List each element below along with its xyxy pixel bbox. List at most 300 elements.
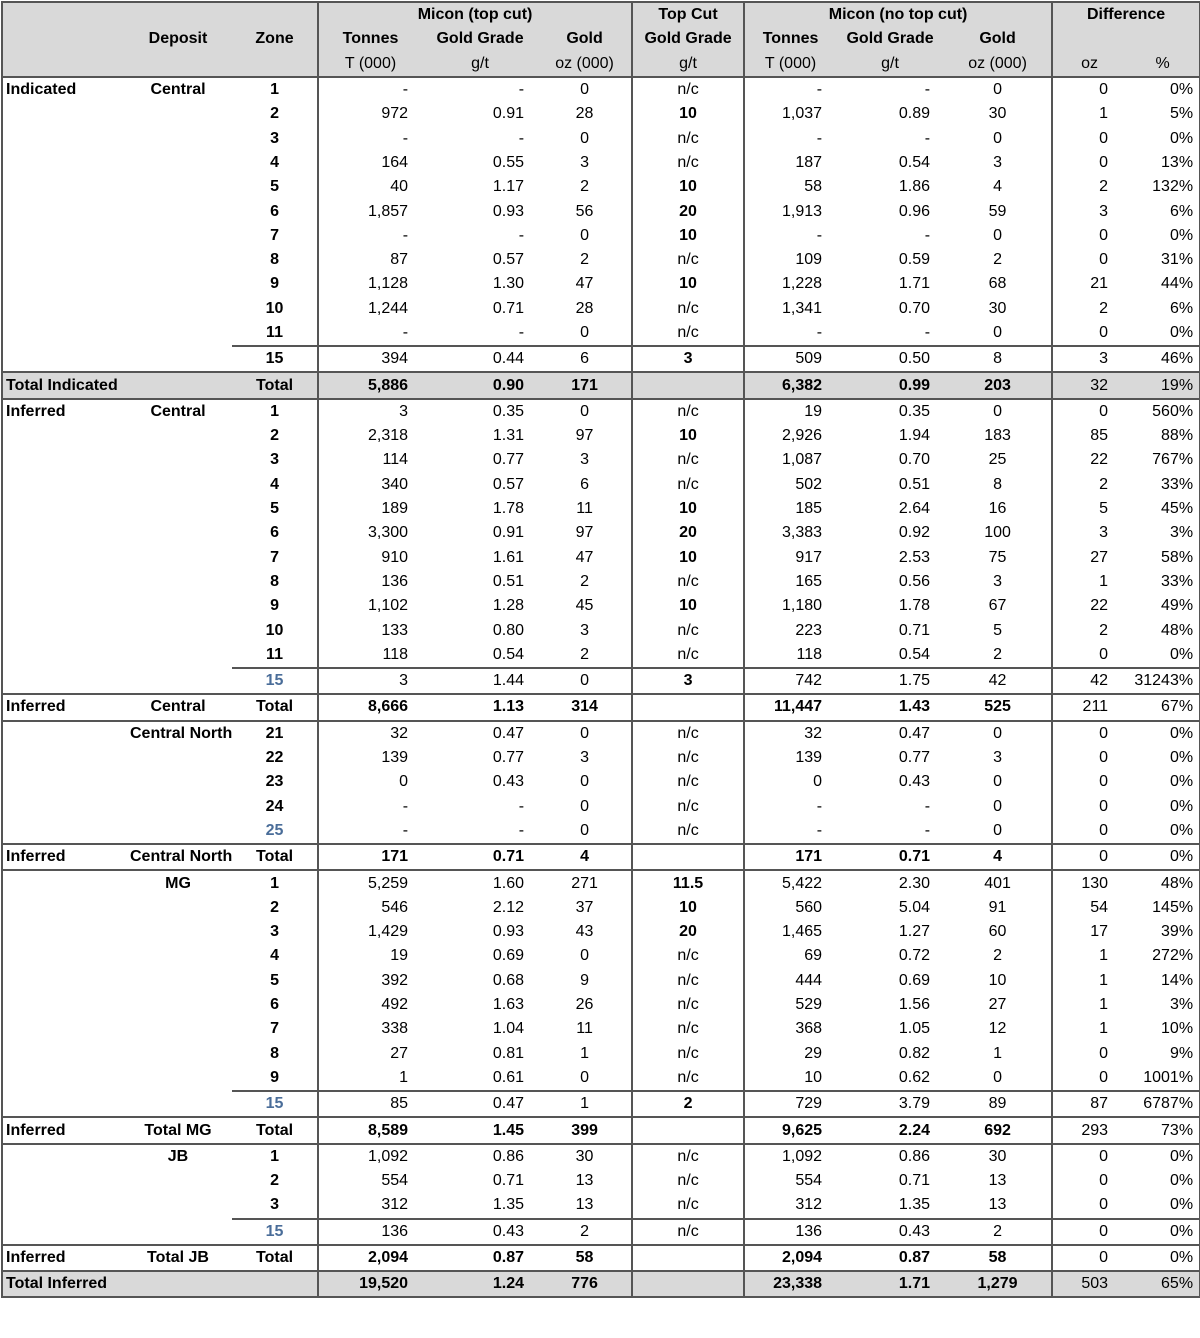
cell-gold-topcut: 0 bbox=[580, 324, 589, 341]
cell-zone: Total bbox=[232, 1245, 318, 1271]
cell-gold-topcut: 30 bbox=[538, 1144, 632, 1169]
cell-tonnes-topcut: 118 bbox=[382, 645, 409, 663]
cell-category bbox=[2, 497, 124, 521]
cell-diff-pct: 33% bbox=[1126, 570, 1200, 594]
cell-tonnes-notopcut: 23,338 bbox=[744, 1271, 836, 1297]
cell-tonnes-topcut: 340 bbox=[381, 475, 409, 493]
cell-zone: 22 bbox=[232, 746, 318, 770]
cell-tonnes-topcut: 27 bbox=[390, 1044, 409, 1062]
cell-topcut-grade: 10 bbox=[632, 424, 744, 448]
cell-diff-pct: 13% bbox=[1126, 151, 1200, 175]
cell-deposit bbox=[124, 372, 232, 398]
header-row-columns bbox=[2, 27, 1200, 51]
cell-grade-notopcut: 0.47 bbox=[836, 721, 944, 746]
cell-deposit bbox=[124, 795, 232, 819]
cell-gold-notopcut: 2 bbox=[944, 248, 1052, 272]
cell-diff-oz: 0 bbox=[1099, 129, 1109, 147]
cell-deposit bbox=[124, 570, 232, 594]
cell-gold-topcut: 45 bbox=[575, 597, 594, 615]
cell-grade-topcut: 1.44 bbox=[422, 668, 538, 694]
cell-tonnes-topcut: - bbox=[318, 77, 422, 102]
cell-grade-notopcut: 0.43 bbox=[898, 773, 931, 791]
cell-category: Inferred bbox=[2, 1117, 124, 1143]
cell-zone: 8 bbox=[232, 1041, 318, 1065]
cell-diff-pct: 0% bbox=[1126, 1193, 1200, 1218]
cell-tonnes-notopcut: 58 bbox=[804, 178, 823, 196]
cell-category: Indicated bbox=[2, 77, 124, 102]
cell-diff-oz: 2 bbox=[1099, 299, 1109, 317]
cell-grade-notopcut: 1.35 bbox=[898, 1196, 931, 1214]
cell-diff-oz: 0 bbox=[1099, 749, 1109, 767]
cell-gold-notopcut: 67 bbox=[944, 594, 1052, 618]
cell-gold-notopcut: 0 bbox=[944, 321, 1052, 346]
cell-diff-oz: 1 bbox=[1099, 947, 1109, 965]
cell-tonnes-notopcut: - bbox=[816, 324, 823, 341]
cell-tonnes-topcut: - bbox=[402, 129, 409, 147]
cell-tonnes-topcut: 164 bbox=[381, 153, 409, 171]
cell-diff-oz: 54 bbox=[1090, 898, 1109, 916]
total-row bbox=[2, 1245, 1200, 1271]
cell-grade-notopcut: 0.86 bbox=[836, 1144, 944, 1169]
cell-deposit: Central North bbox=[124, 844, 232, 870]
cell-tonnes-topcut: - bbox=[402, 324, 409, 341]
cell-tonnes-notopcut: 444 bbox=[795, 971, 823, 989]
cell-zone: 15 bbox=[232, 346, 318, 372]
cell-tonnes-topcut: - bbox=[402, 797, 409, 815]
cell-tonnes-notopcut: 11,447 bbox=[744, 694, 836, 720]
cell-topcut-grade: n/c bbox=[632, 1193, 744, 1218]
cell-zone: 2 bbox=[232, 102, 318, 126]
cell-tonnes-notopcut: - bbox=[816, 797, 823, 815]
table-row bbox=[2, 1169, 1200, 1193]
cell-category: Total Indicated bbox=[2, 372, 124, 398]
cell-grade-notopcut: 2.30 bbox=[836, 870, 944, 895]
cell-category bbox=[2, 224, 124, 248]
cell-topcut-grade: n/c bbox=[632, 1169, 744, 1193]
unit-grade-2: g/t bbox=[836, 52, 944, 77]
cell-category bbox=[2, 570, 124, 594]
cell-gold-notopcut: 16 bbox=[944, 497, 1052, 521]
cell-diff-oz: 2 bbox=[1099, 475, 1109, 493]
cell-topcut-grade: n/c bbox=[632, 570, 744, 594]
cell-gold-topcut: 13 bbox=[575, 1196, 594, 1214]
cell-deposit bbox=[124, 1169, 232, 1193]
cell-diff-oz: 503 bbox=[1052, 1271, 1126, 1297]
cell-grade-notopcut: 1.75 bbox=[836, 668, 944, 694]
cell-gold-notopcut: 12 bbox=[944, 1017, 1052, 1041]
cell-diff-oz: 2 bbox=[1099, 621, 1109, 639]
cell-topcut-grade: 10 bbox=[632, 594, 744, 618]
cell-grade-topcut: 0.93 bbox=[492, 923, 525, 941]
table-row bbox=[2, 126, 1200, 150]
cell-topcut-grade: n/c bbox=[632, 993, 744, 1017]
cell-tonnes-topcut: - bbox=[402, 821, 409, 839]
cell-diff-pct: 6787% bbox=[1126, 1091, 1200, 1117]
table-row bbox=[2, 497, 1200, 521]
table-row bbox=[2, 1017, 1200, 1041]
cell-category bbox=[2, 448, 124, 472]
cell-tonnes-notopcut: 2,926 bbox=[782, 427, 823, 445]
total-row bbox=[2, 844, 1200, 870]
cell-diff-pct: 67% bbox=[1126, 694, 1200, 720]
cell-category bbox=[2, 1041, 124, 1065]
cell-deposit bbox=[124, 1041, 232, 1065]
cell-tonnes-notopcut: - bbox=[744, 77, 836, 102]
cell-category bbox=[2, 346, 124, 372]
cell-grade-topcut: - bbox=[518, 226, 525, 244]
cell-gold-topcut: 314 bbox=[538, 694, 632, 720]
cell-grade-notopcut: 0.89 bbox=[898, 105, 931, 123]
cell-category bbox=[2, 920, 124, 944]
cell-grade-topcut: 1.04 bbox=[492, 1020, 525, 1038]
cell-grade-notopcut: - bbox=[836, 77, 944, 102]
cell-deposit bbox=[124, 969, 232, 993]
cell-gold-notopcut: 0 bbox=[944, 77, 1052, 102]
table-row bbox=[2, 546, 1200, 570]
cell-diff-pct: 48% bbox=[1126, 618, 1200, 642]
cell-tonnes-topcut: 171 bbox=[318, 844, 422, 870]
cell-topcut-grade: n/c bbox=[632, 151, 744, 175]
cell-gold-topcut: 28 bbox=[575, 299, 594, 317]
cell-gold-notopcut: 3 bbox=[944, 151, 1052, 175]
cell-zone: 15 bbox=[232, 1091, 318, 1117]
cell-grade-topcut: 1.31 bbox=[492, 427, 525, 445]
cell-tonnes-topcut: 5,886 bbox=[318, 372, 422, 398]
cell-gold-notopcut: 13 bbox=[944, 1169, 1052, 1193]
cell-diff-pct: 10% bbox=[1126, 1017, 1200, 1041]
cell-topcut-grade: 20 bbox=[632, 199, 744, 223]
cell-gold-notopcut: 0 bbox=[944, 399, 1052, 424]
cell-gold-notopcut: 692 bbox=[944, 1117, 1052, 1143]
cell-grade-topcut: 0.77 bbox=[492, 749, 525, 767]
cell-grade-topcut: 0.51 bbox=[492, 572, 525, 590]
cell-grade-notopcut: 0.71 bbox=[836, 844, 944, 870]
cell-tonnes-notopcut: 2,094 bbox=[744, 1245, 836, 1271]
cell-gold-topcut: 776 bbox=[538, 1271, 632, 1297]
cell-topcut-grade: n/c bbox=[632, 1041, 744, 1065]
cell-diff-oz: 1 bbox=[1099, 971, 1109, 989]
cell-deposit bbox=[124, 920, 232, 944]
cell-diff-pct: 0% bbox=[1126, 819, 1200, 844]
cell-gold-topcut: 2 bbox=[580, 251, 589, 269]
table-row bbox=[2, 944, 1200, 968]
cell-category bbox=[2, 102, 124, 126]
cell-category: Total Inferred bbox=[2, 1271, 124, 1297]
table-row bbox=[2, 993, 1200, 1017]
cell-diff-oz: 0 bbox=[1099, 773, 1109, 791]
cell-deposit: Total JB bbox=[124, 1245, 232, 1271]
cell-tonnes-topcut: 2,318 bbox=[367, 427, 409, 445]
cell-zone: 10 bbox=[232, 297, 318, 321]
cell-category: Inferred bbox=[2, 844, 124, 870]
cell-grade-notopcut: 0.35 bbox=[836, 399, 944, 424]
cell-diff-pct: 65% bbox=[1126, 1271, 1200, 1297]
cell-topcut-grade: n/c bbox=[632, 126, 744, 150]
cell-category bbox=[2, 248, 124, 272]
table-row bbox=[2, 920, 1200, 944]
cell-zone: Total bbox=[232, 1117, 318, 1143]
cell-deposit: Central bbox=[124, 399, 232, 424]
cell-deposit bbox=[124, 151, 232, 175]
cell-grade-topcut: - bbox=[518, 821, 525, 839]
cell-gold-notopcut: 2 bbox=[944, 643, 1052, 668]
cell-tonnes-notopcut: 3,383 bbox=[782, 524, 823, 542]
cell-tonnes-topcut: 3 bbox=[318, 668, 422, 694]
cell-category bbox=[2, 297, 124, 321]
cell-zone: Total bbox=[232, 694, 318, 720]
cell-gold-notopcut: 0 bbox=[944, 770, 1052, 794]
cell-gold-topcut: 3 bbox=[580, 153, 589, 171]
cell-zone bbox=[232, 1271, 318, 1297]
cell-topcut-grade: 2 bbox=[632, 1091, 744, 1117]
cell-topcut-grade bbox=[632, 844, 744, 870]
cell-grade-topcut: 1.35 bbox=[492, 1196, 525, 1214]
cell-gold-topcut: 28 bbox=[575, 105, 594, 123]
cell-grade-notopcut: 0.43 bbox=[836, 1219, 944, 1245]
cell-category: Inferred bbox=[2, 1245, 124, 1271]
cell-grade-notopcut: 0.69 bbox=[898, 971, 931, 989]
cell-grade-topcut: 0.57 bbox=[492, 251, 525, 269]
cell-tonnes-topcut: 32 bbox=[318, 721, 422, 746]
cell-gold-notopcut: 2 bbox=[944, 944, 1052, 968]
cell-deposit bbox=[124, 272, 232, 296]
unit-tonnes-1: T (000) bbox=[318, 52, 422, 77]
table-row bbox=[2, 618, 1200, 642]
cell-deposit bbox=[124, 248, 232, 272]
cell-diff-pct: 6% bbox=[1126, 199, 1200, 223]
header-gold-2: Gold bbox=[944, 27, 1052, 51]
cell-deposit bbox=[124, 1017, 232, 1041]
cell-topcut-grade bbox=[632, 694, 744, 720]
cell-zone: 7 bbox=[232, 224, 318, 248]
cell-gold-notopcut: 3 bbox=[944, 746, 1052, 770]
cell-deposit bbox=[124, 993, 232, 1017]
cell-gold-topcut: 2 bbox=[580, 178, 589, 196]
cell-tonnes-topcut: 1,128 bbox=[367, 275, 409, 293]
cell-deposit bbox=[124, 321, 232, 346]
cell-zone: 15 bbox=[232, 668, 318, 694]
cell-tonnes-topcut: 3,300 bbox=[367, 524, 409, 542]
cell-gold-topcut: 9 bbox=[580, 971, 589, 989]
cell-category bbox=[2, 473, 124, 497]
cell-grade-notopcut: 1.94 bbox=[898, 427, 931, 445]
cell-topcut-grade bbox=[632, 1245, 744, 1271]
table-row bbox=[2, 795, 1200, 819]
cell-zone: 9 bbox=[232, 272, 318, 296]
cell-tonnes-topcut: 136 bbox=[381, 572, 409, 590]
unit-tonnes-2: T (000) bbox=[744, 52, 836, 77]
cell-tonnes-topcut: 1,244 bbox=[367, 299, 409, 317]
cell-deposit bbox=[124, 346, 232, 372]
cell-category bbox=[2, 819, 124, 844]
cell-diff-pct: 0% bbox=[1126, 643, 1200, 668]
cell-grade-topcut: 0.35 bbox=[422, 399, 538, 424]
cell-deposit bbox=[124, 175, 232, 199]
cell-zone: Total bbox=[232, 372, 318, 398]
cell-diff-pct: 31243% bbox=[1126, 668, 1200, 694]
cell-topcut-grade: n/c bbox=[632, 297, 744, 321]
total-row bbox=[2, 1271, 1200, 1297]
cell-topcut-grade: n/c bbox=[632, 969, 744, 993]
cell-gold-notopcut: 2 bbox=[944, 1219, 1052, 1245]
cell-deposit bbox=[124, 448, 232, 472]
cell-gold-notopcut: 30 bbox=[944, 297, 1052, 321]
cell-gold-topcut: 97 bbox=[575, 427, 594, 445]
table-row bbox=[2, 594, 1200, 618]
cell-tonnes-topcut: 910 bbox=[381, 548, 409, 566]
cell-diff-oz: 27 bbox=[1090, 548, 1109, 566]
cell-tonnes-notopcut: 187 bbox=[795, 153, 823, 171]
table-row bbox=[2, 770, 1200, 794]
cell-gold-notopcut: 13 bbox=[944, 1193, 1052, 1218]
cell-diff-pct: 9% bbox=[1126, 1041, 1200, 1065]
cell-grade-topcut: 0.71 bbox=[492, 1172, 525, 1190]
cell-zone: 6 bbox=[232, 521, 318, 545]
cell-tonnes-notopcut: 223 bbox=[795, 621, 823, 639]
cell-tonnes-notopcut: 136 bbox=[744, 1219, 836, 1245]
cell-tonnes-topcut: 136 bbox=[318, 1219, 422, 1245]
cell-grade-topcut: 0.43 bbox=[422, 1219, 538, 1245]
cell-diff-pct: 0% bbox=[1126, 321, 1200, 346]
cell-gold-notopcut: 91 bbox=[944, 896, 1052, 920]
cell-gold-topcut: 0 bbox=[538, 77, 632, 102]
cell-diff-pct: 0% bbox=[1126, 77, 1200, 102]
cell-topcut-grade: n/c bbox=[632, 795, 744, 819]
cell-gold-topcut: 11 bbox=[576, 500, 593, 518]
cell-diff-pct: 3% bbox=[1126, 521, 1200, 545]
cell-deposit: Central North bbox=[124, 721, 232, 746]
cell-diff-pct: 0% bbox=[1126, 224, 1200, 248]
cell-gold-topcut: 37 bbox=[575, 898, 594, 916]
cell-deposit: Central bbox=[124, 77, 232, 102]
cell-category bbox=[2, 1193, 124, 1218]
cell-grade-notopcut: - bbox=[924, 129, 931, 147]
cell-grade-topcut: - bbox=[518, 797, 525, 815]
table-row bbox=[2, 321, 1200, 346]
cell-topcut-grade: 20 bbox=[632, 920, 744, 944]
cell-topcut-grade: 10 bbox=[632, 497, 744, 521]
cell-grade-notopcut: - bbox=[924, 797, 931, 815]
cell-zone: 7 bbox=[232, 1017, 318, 1041]
cell-grade-topcut: 1.30 bbox=[492, 275, 525, 293]
cell-diff-pct: 31% bbox=[1126, 248, 1200, 272]
cell-zone: 11 bbox=[232, 321, 318, 346]
cell-deposit bbox=[124, 1066, 232, 1091]
cell-gold-notopcut: 27 bbox=[944, 993, 1052, 1017]
cell-gold-topcut: 47 bbox=[575, 275, 594, 293]
cell-gold-notopcut: 0 bbox=[944, 721, 1052, 746]
cell-tonnes-notopcut: 118 bbox=[796, 645, 823, 663]
table-row bbox=[2, 175, 1200, 199]
cell-grade-topcut: 0.68 bbox=[492, 971, 525, 989]
cell-grade-topcut: 0.54 bbox=[492, 645, 525, 663]
header-row-groups bbox=[2, 2, 1200, 27]
cell-diff-oz: 3 bbox=[1099, 202, 1109, 220]
cell-grade-topcut: 1.60 bbox=[422, 870, 538, 895]
cell-category bbox=[2, 993, 124, 1017]
cell-tonnes-topcut: 133 bbox=[381, 621, 409, 639]
cell-tonnes-notopcut: 917 bbox=[795, 548, 823, 566]
cell-topcut-grade: 10 bbox=[632, 175, 744, 199]
cell-diff-pct: 19% bbox=[1126, 372, 1200, 398]
cell-topcut-grade: n/c bbox=[632, 1219, 744, 1245]
table-row bbox=[2, 870, 1200, 895]
cell-category bbox=[2, 126, 124, 150]
table-row bbox=[2, 151, 1200, 175]
cell-topcut-grade bbox=[632, 372, 744, 398]
cell-tonnes-notopcut: 1,092 bbox=[744, 1144, 836, 1169]
cell-diff-oz: 0 bbox=[1052, 1144, 1126, 1169]
cell-diff-oz: 0 bbox=[1052, 1245, 1126, 1271]
cell-category bbox=[2, 1091, 124, 1117]
total-row bbox=[2, 1117, 1200, 1143]
cell-zone: 2 bbox=[232, 424, 318, 448]
cell-zone: 7 bbox=[232, 546, 318, 570]
cell-gold-notopcut: 401 bbox=[944, 870, 1052, 895]
cell-gold-notopcut: 203 bbox=[944, 372, 1052, 398]
cell-tonnes-topcut: - bbox=[402, 226, 409, 244]
cell-deposit bbox=[124, 102, 232, 126]
cell-category bbox=[2, 1066, 124, 1091]
cell-diff-pct: 132% bbox=[1126, 175, 1200, 199]
cell-grade-notopcut: 1.43 bbox=[836, 694, 944, 720]
cell-category: Inferred bbox=[2, 694, 124, 720]
cell-tonnes-topcut: 972 bbox=[381, 105, 409, 123]
cell-diff-pct: 0% bbox=[1126, 1219, 1200, 1245]
cell-grade-notopcut: 1.27 bbox=[898, 923, 931, 941]
header-grade-2: Gold Grade bbox=[836, 27, 944, 51]
cell-gold-topcut: 3 bbox=[580, 451, 589, 469]
cell-diff-oz: 2 bbox=[1099, 178, 1109, 196]
table-row bbox=[2, 896, 1200, 920]
cell-diff-oz: 0 bbox=[1099, 821, 1109, 839]
cell-tonnes-notopcut: 742 bbox=[744, 668, 836, 694]
cell-tonnes-notopcut: - bbox=[816, 226, 823, 244]
cell-zone: 2 bbox=[232, 896, 318, 920]
cell-tonnes-notopcut: - bbox=[816, 129, 823, 147]
cell-diff-oz: 17 bbox=[1090, 923, 1109, 941]
cell-gold-topcut: 2 bbox=[580, 645, 589, 663]
cell-gold-notopcut: 3 bbox=[944, 570, 1052, 594]
table-row bbox=[2, 819, 1200, 844]
table-row bbox=[2, 473, 1200, 497]
cell-tonnes-notopcut: 165 bbox=[795, 572, 823, 590]
cell-zone: 4 bbox=[232, 473, 318, 497]
cell-deposit bbox=[124, 746, 232, 770]
cell-gold-notopcut: 0 bbox=[944, 819, 1052, 844]
cell-deposit bbox=[124, 424, 232, 448]
cell-grade-topcut: 1.78 bbox=[492, 500, 525, 518]
cell-diff-oz: 0 bbox=[1052, 1219, 1126, 1245]
cell-category bbox=[2, 424, 124, 448]
cell-topcut-grade: n/c bbox=[632, 944, 744, 968]
cell-grade-topcut: 0.44 bbox=[422, 346, 538, 372]
cell-category: Inferred bbox=[2, 399, 124, 424]
cell-diff-oz: 3 bbox=[1052, 346, 1126, 372]
cell-diff-oz: 0 bbox=[1099, 645, 1109, 663]
cell-grade-notopcut: 0.77 bbox=[898, 749, 931, 767]
cell-gold-notopcut: 4 bbox=[944, 844, 1052, 870]
cell-tonnes-notopcut: 529 bbox=[795, 996, 823, 1014]
cell-grade-notopcut: 0.56 bbox=[898, 572, 931, 590]
cell-gold-topcut: 43 bbox=[575, 923, 594, 941]
cell-topcut-grade: n/c bbox=[632, 643, 744, 668]
cell-grade-topcut: 0.57 bbox=[492, 475, 525, 493]
cell-category bbox=[2, 770, 124, 794]
cell-deposit bbox=[124, 594, 232, 618]
cell-tonnes-notopcut: 502 bbox=[795, 475, 823, 493]
cell-grade-notopcut: 1.71 bbox=[898, 275, 931, 293]
